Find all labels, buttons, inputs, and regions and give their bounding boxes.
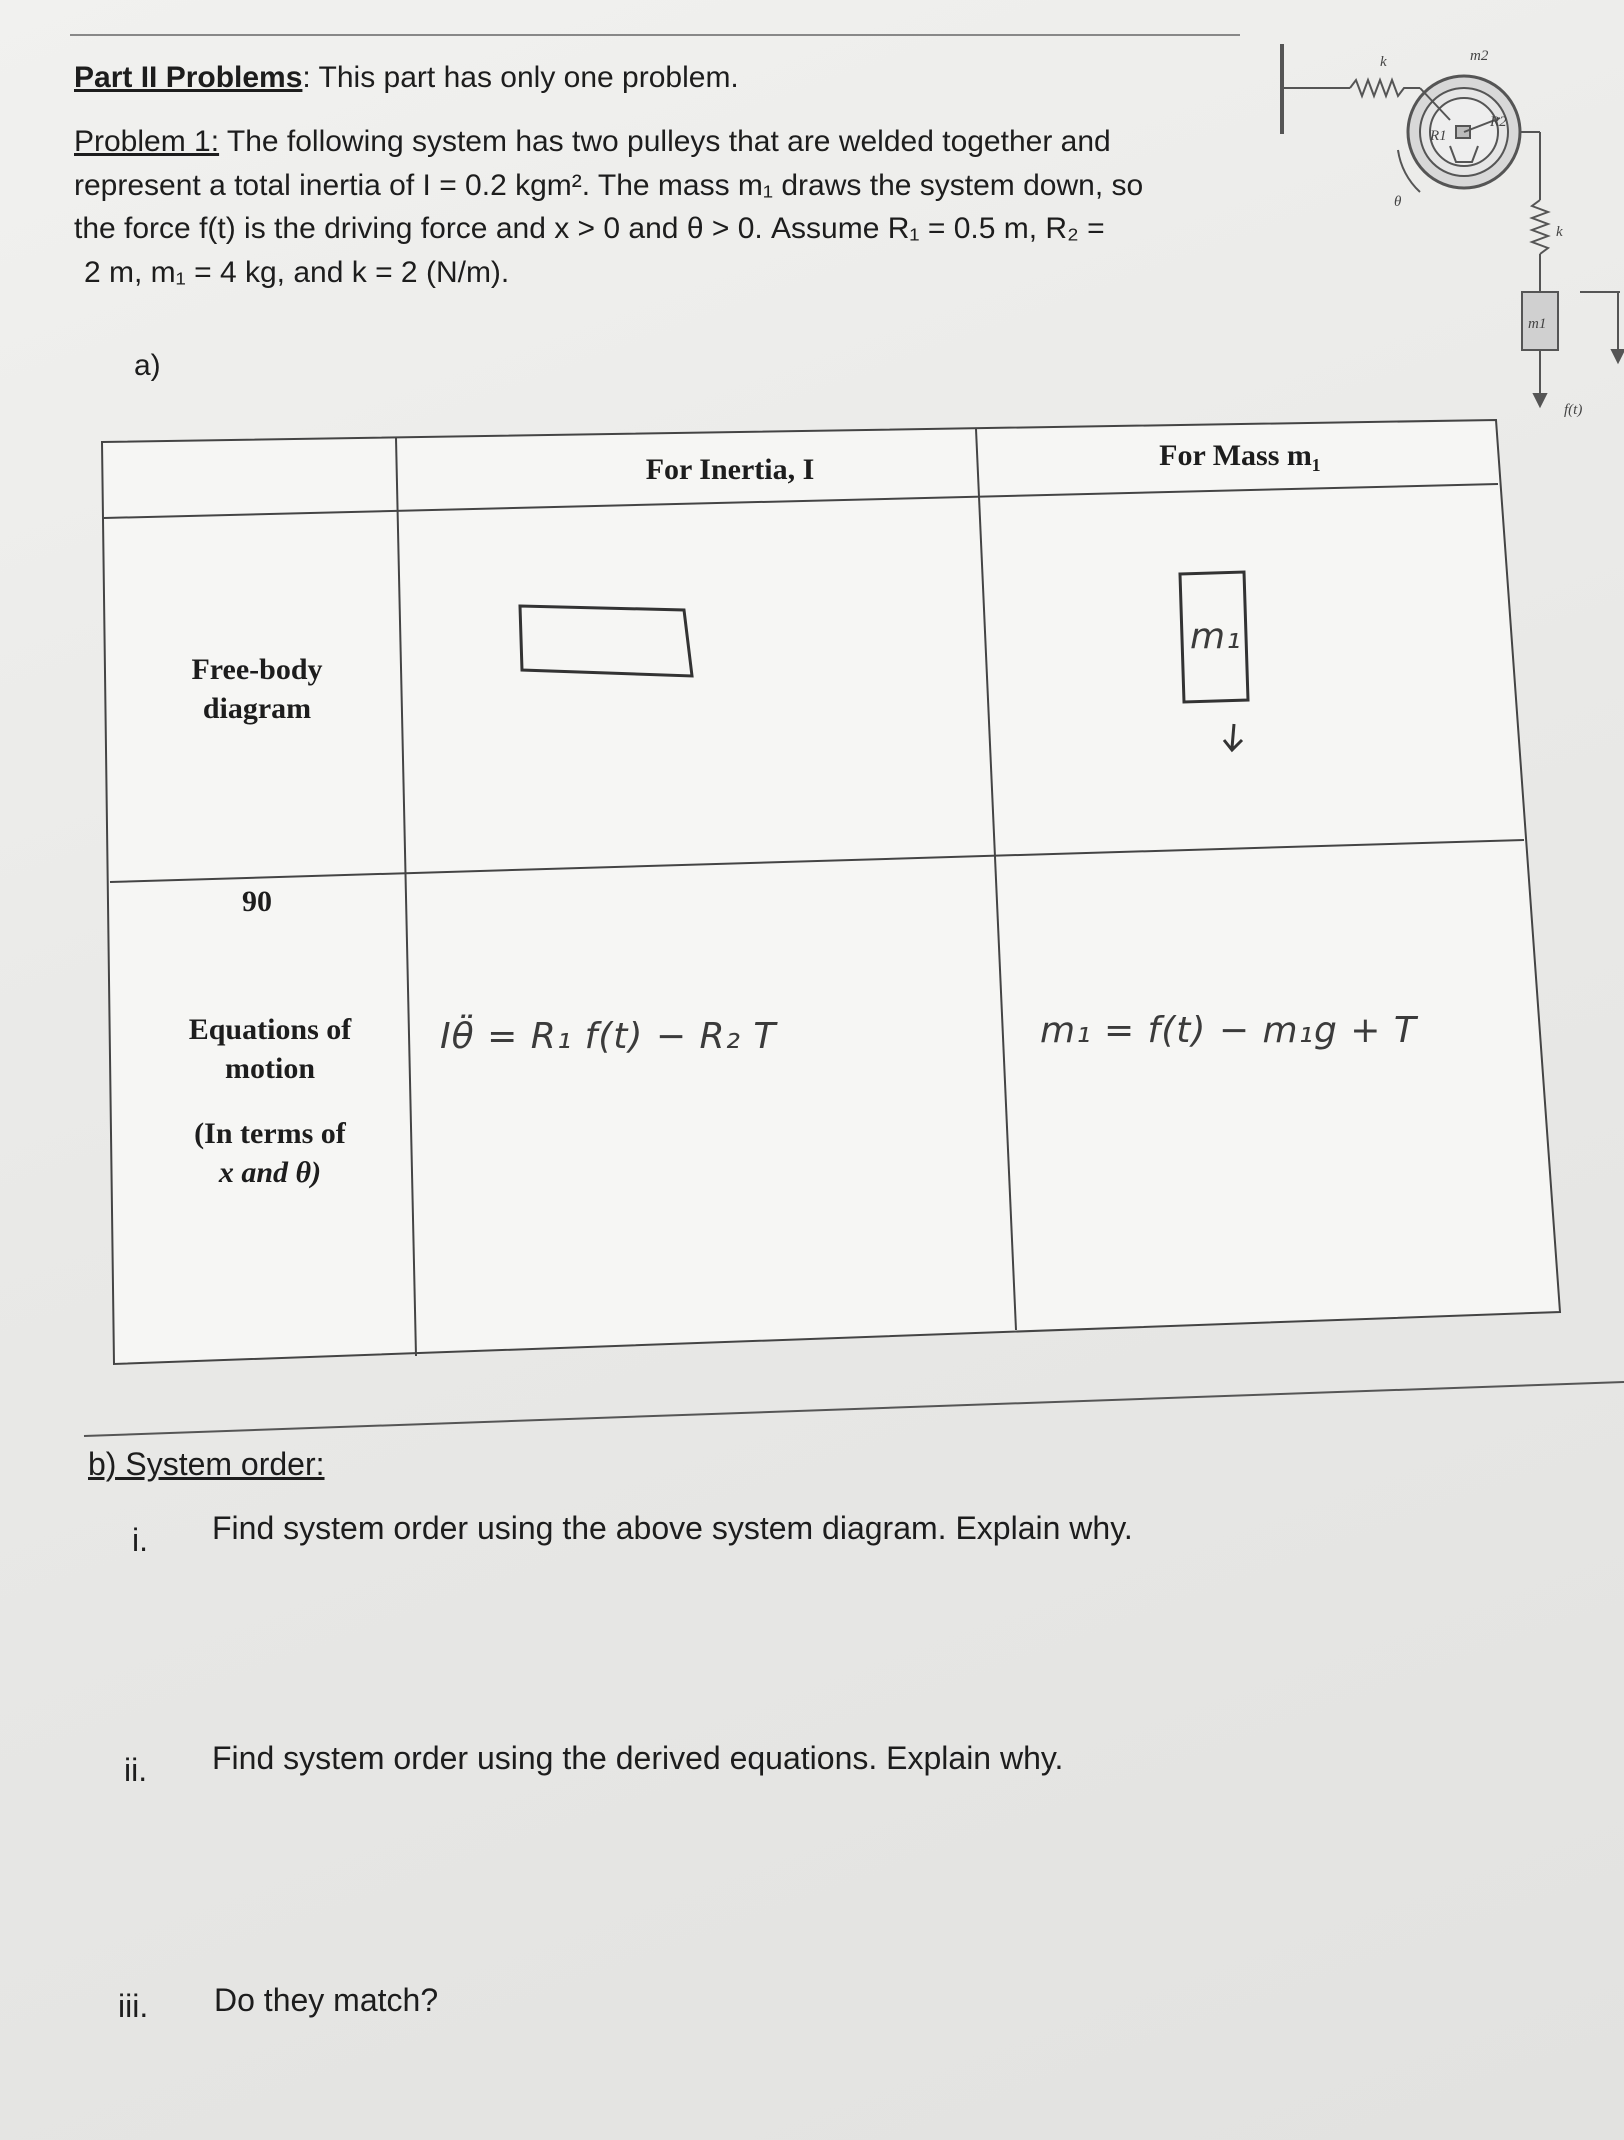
label-force: f(t) <box>1564 402 1583 418</box>
row-eom-label <box>150 1010 390 1192</box>
part-b-title-text: b) System order: <box>88 1446 325 1482</box>
label-k-right: k <box>1556 224 1563 240</box>
fbd-mass-label: m₁ <box>1190 616 1242 657</box>
label-k-top: k <box>1380 54 1387 70</box>
row-eom-line-1: Equations of <box>188 1013 352 1046</box>
eq-inertia: Iθ̈ = R₁ f(t) − R₂ T <box>440 1016 777 1057</box>
part-b-item-3-num: iii. <box>118 1988 149 2024</box>
header-inertia: For Inertia, I <box>645 453 815 486</box>
row-fbd-line-1: Free-body <box>191 653 323 686</box>
part-title: Part II Problems <box>74 61 303 94</box>
label-m2: m2 <box>1470 48 1489 64</box>
label-m1: m1 <box>1528 316 1547 332</box>
table-border <box>102 420 1560 1364</box>
part-b-item-2-text: Find system order using the derived equations. Explain why. <box>212 1740 1064 1776</box>
label-r2: R2 <box>1490 114 1507 130</box>
problem-label: Problem 1: <box>74 125 220 158</box>
part-b-item-1-num: i. <box>132 1522 148 1558</box>
problem-line-1: The following system has two pulleys that are welded together and <box>219 125 1111 158</box>
label-r1: R1 <box>1430 128 1447 144</box>
part-subtitle: : This part has only one problem. <box>302 61 739 94</box>
part-b-item-3-text: Do they match? <box>214 1982 439 2018</box>
row-fbd-line-2: diagram <box>202 692 312 725</box>
problem-line-3: the force f(t) is the driving force and x > 0 and θ > 0. Assume R₁ = 0.5 m, R₂ = <box>74 212 1105 245</box>
part-b-item-1-text: Find system order using the above system diagram. Explain why. <box>212 1510 1133 1546</box>
label-theta: θ <box>1394 194 1402 210</box>
row-fbd-label <box>152 650 362 728</box>
margin-note: 90 <box>242 885 272 918</box>
part-b-title <box>88 1446 325 1483</box>
header-mass: For Mass m₁ <box>1159 439 1321 472</box>
problem-line-4: 2 m, m₁ = 4 kg, and k = 2 (N/m). <box>84 255 510 289</box>
part-a-label: a) <box>134 349 161 382</box>
row-eom-line-2: motion <box>225 1052 315 1085</box>
eq-mass: m₁ = f(t) − m₁g + T <box>1040 1010 1417 1051</box>
row-eom-line-4: x and θ) <box>218 1156 322 1189</box>
row-eom-line-3: (In terms of <box>194 1117 346 1150</box>
problem-line-2: represent a total inertia of I = 0.2 kgm². The mass m₁ draws the system down, so <box>74 168 1144 202</box>
part-b-item-2-num: ii. <box>124 1752 148 1788</box>
section-rule <box>84 1382 1624 1436</box>
